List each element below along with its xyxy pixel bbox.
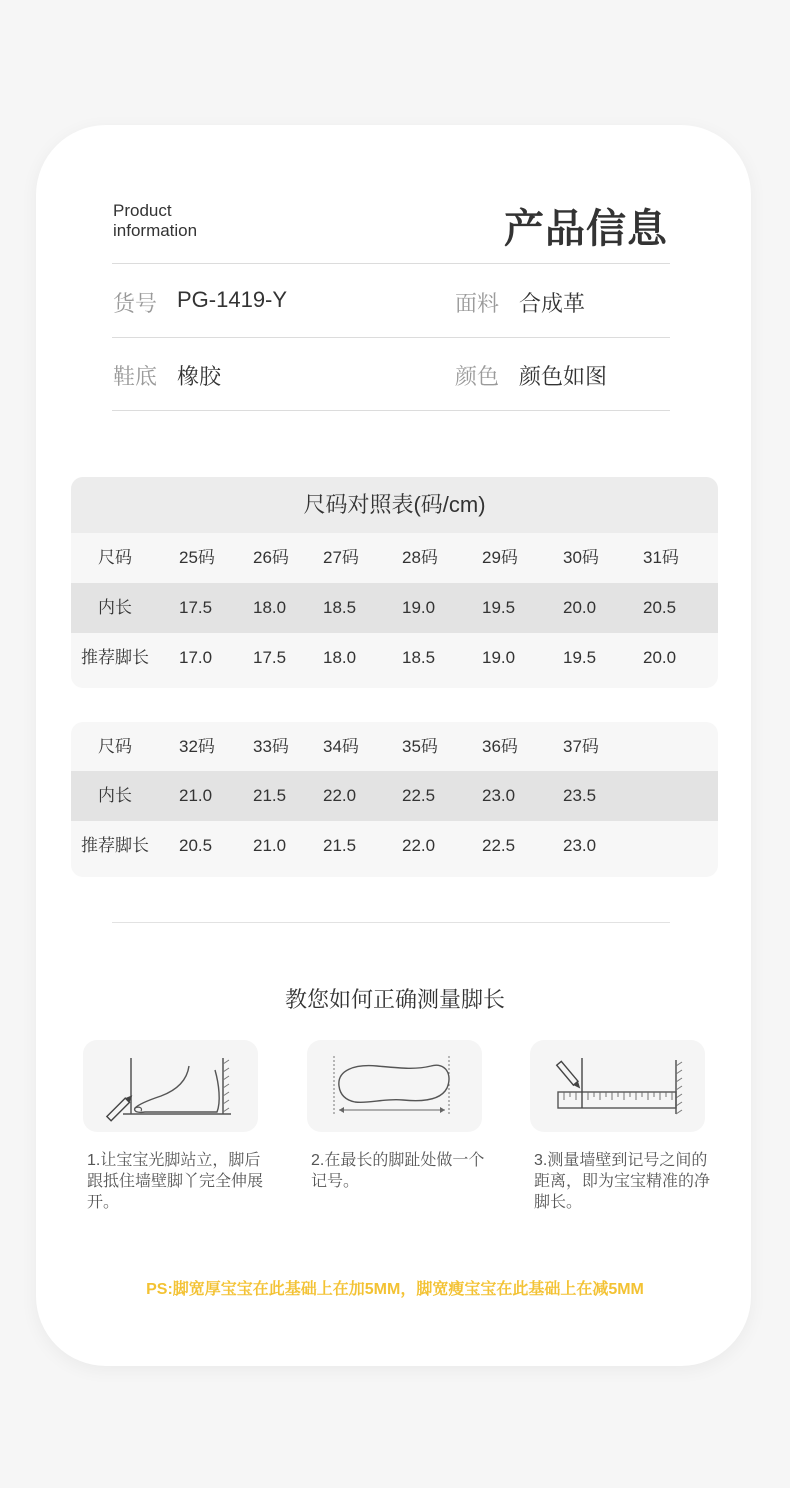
foot-row-label: 推荐脚长 — [81, 836, 149, 855]
table-cell: 22.0 — [402, 836, 436, 855]
table-cell: 36码 — [482, 737, 518, 756]
table-cell: 20.5 — [179, 836, 213, 855]
size-row — [71, 722, 718, 771]
item-no-label: 货号 — [113, 291, 158, 316]
table-cell: 30码 — [563, 548, 599, 567]
step3-text: 3.测量墙壁到记号之间的距离，即为宝宝精准的净脚长。 — [534, 1152, 711, 1211]
foot-length-row — [71, 821, 718, 871]
sole-value: 橡胶 — [177, 364, 222, 389]
step3-illustration — [530, 1040, 705, 1132]
title-en-line1: Product — [113, 201, 172, 220]
table-cell: 21.5 — [323, 836, 357, 855]
table-cell: 22.5 — [482, 836, 516, 855]
table-cell: 20.0 — [643, 648, 677, 667]
foot-row-label: 推荐脚长 — [81, 648, 149, 667]
measure-title: 教您如何正确测量脚长 — [284, 987, 505, 1012]
size-table-2 — [71, 722, 718, 877]
table-cell: 19.5 — [482, 598, 516, 617]
color-value: 颜色如图 — [519, 364, 608, 389]
table-cell: 27码 — [323, 548, 359, 567]
inner-row-label: 内长 — [98, 786, 132, 805]
sole-label: 鞋底 — [113, 364, 158, 389]
table-cell: 37码 — [563, 737, 599, 756]
inner-length-row — [71, 771, 718, 821]
table-cell: 19.5 — [563, 648, 597, 667]
inner-row-label: 内长 — [98, 598, 132, 617]
table-cell: 18.0 — [253, 598, 287, 617]
color-label: 颜色 — [455, 364, 500, 389]
table-cell: 17.5 — [179, 598, 213, 617]
table-cell: 18.5 — [323, 598, 357, 617]
table-cell: 23.0 — [563, 836, 597, 855]
divider — [112, 337, 670, 338]
material-label: 面料 — [455, 291, 500, 316]
table-cell: 21.0 — [253, 836, 287, 855]
table-cell: 25码 — [179, 548, 215, 567]
size-table-1 — [71, 477, 718, 688]
table-cell: 19.0 — [402, 598, 436, 617]
table-cell: 21.0 — [179, 786, 213, 805]
title-en-line2: information — [113, 221, 198, 240]
table-cell: 20.5 — [643, 598, 677, 617]
table-cell: 17.0 — [179, 648, 213, 667]
table-cell: 33码 — [253, 737, 289, 756]
size-table-title: 尺码对照表(码/cm) — [71, 477, 718, 533]
table-cell: 23.5 — [563, 786, 597, 805]
table-cell: 22.5 — [402, 786, 436, 805]
table-cell: 34码 — [323, 737, 359, 756]
step2-text: 2.在最长的脚趾处做一个记号。 — [311, 1152, 485, 1190]
size-row — [71, 533, 718, 583]
table-cell: 21.5 — [253, 786, 287, 805]
table-cell: 20.0 — [563, 598, 597, 617]
title-english — [113, 201, 197, 241]
table-cell: 31码 — [643, 548, 679, 567]
size-row-label: 尺码 — [98, 737, 132, 756]
item-no-value: PG-1419-Y — [177, 287, 288, 312]
table-cell: 32码 — [179, 737, 215, 756]
divider — [112, 263, 670, 264]
size-row-label: 尺码 — [98, 548, 132, 567]
table-cell: 23.0 — [482, 786, 516, 805]
table-cell: 29码 — [482, 548, 518, 567]
table-cell: 17.5 — [253, 648, 287, 667]
table-cell: 18.5 — [402, 648, 436, 667]
divider — [112, 922, 670, 923]
table-cell: 18.0 — [323, 648, 357, 667]
table-cell: 28码 — [402, 548, 438, 567]
material-value: 合成革 — [519, 291, 586, 316]
divider — [112, 410, 670, 411]
page-title: 产品信息 — [504, 207, 668, 251]
step1-illustration — [83, 1040, 258, 1132]
foot-outline-icon — [307, 1040, 482, 1132]
table-cell: 35码 — [402, 737, 438, 756]
width-note: PS:脚宽厚宝宝在此基础上在加5MM，脚宽瘦宝宝在此基础上在减5MM — [146, 1281, 644, 1298]
foot-length-row — [71, 633, 718, 683]
ruler-measure-icon — [530, 1040, 705, 1132]
table-cell: 26码 — [253, 548, 289, 567]
table-cell: 19.0 — [482, 648, 516, 667]
foot-against-wall-icon — [83, 1040, 258, 1132]
step2-illustration — [307, 1040, 482, 1132]
inner-length-row — [71, 583, 718, 633]
step1-text: 1.让宝宝光脚站立，脚后跟抵住墙壁脚丫完全伸展开。 — [87, 1152, 264, 1211]
table-cell: 22.0 — [323, 786, 357, 805]
